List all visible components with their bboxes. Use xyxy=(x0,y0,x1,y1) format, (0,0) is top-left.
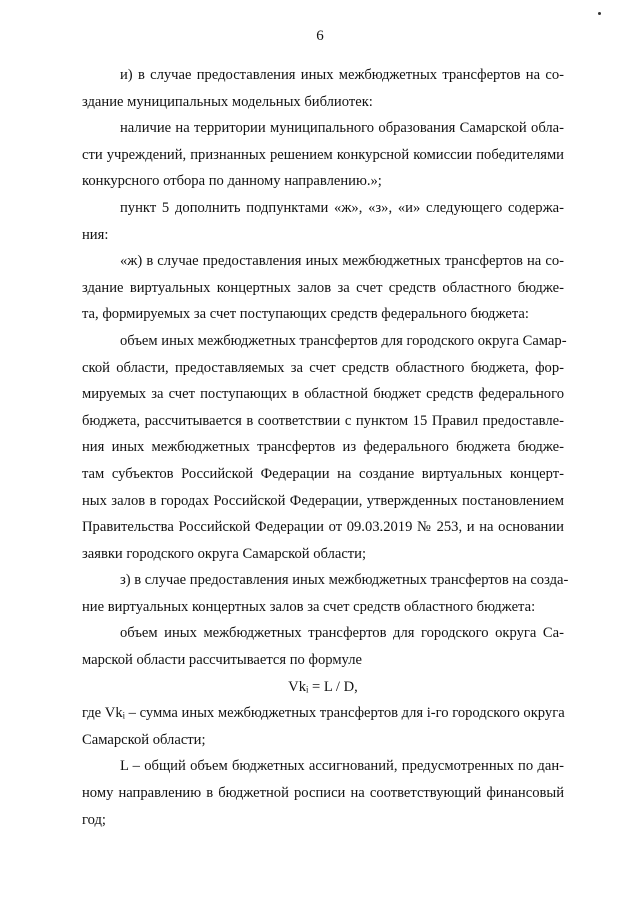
text-line: мируемых за счет поступающих в областной бюджет средств федерального xyxy=(82,386,564,403)
text-line: ния иных межбюджетных трансфертов из федерального бюджета бюдже- xyxy=(82,439,564,456)
text-line: здание виртуальных концертных залов за счет средств областного бюдже- xyxy=(82,279,564,296)
text-line: «ж) в случае предоставления иных межбюджетных трансфертов на со- xyxy=(120,253,564,270)
text-line: Правительства Российской Федерации от 09.03.2019 № 253, и на основании xyxy=(82,519,564,536)
page-number: 6 xyxy=(316,28,324,44)
paragraph-p2 xyxy=(82,115,564,195)
paragraph-p7 xyxy=(82,620,564,673)
text-line: где Vkᵢ – сумма иных межбюджетных трансфертов для i-го городского округа xyxy=(82,705,565,722)
text-line: там субъектов Российской Федерации на создание виртуальных концерт- xyxy=(82,465,564,482)
text-line: год; xyxy=(82,811,106,828)
scan-speck xyxy=(598,12,601,15)
paragraph-p5 xyxy=(82,328,567,567)
text-line: заявки городского округа Самарской области; xyxy=(82,545,367,562)
paragraph-p8 xyxy=(82,700,564,753)
text-line: ской области, предоставляемых за счет средств областного бюджета, фор- xyxy=(82,359,564,376)
text-line: Самарской области; xyxy=(82,731,206,748)
text-line: ние виртуальных концертных залов за счет средств областного бюджета: xyxy=(82,598,536,615)
text-line: наличие на территории муниципального образования Самарской обла- xyxy=(120,120,564,137)
text-line: L – общий объем бюджетных ассигнований, предусмотренных по дан- xyxy=(120,758,564,775)
text-line: Vkᵢ = L / D, xyxy=(288,678,358,695)
text-line: объем иных межбюджетных трансфертов для городского округа Са- xyxy=(120,625,564,642)
paragraph-p9 xyxy=(82,753,564,833)
text-line: здание муниципальных модельных библиотек: xyxy=(82,93,373,110)
paragraph-p3 xyxy=(82,195,564,248)
text-line: ных залов в городах Российской Федерации, утвержденных постановлением xyxy=(82,492,564,509)
text-line: сти учреждений, признанных решением конкурсной комиссии победителями xyxy=(82,146,564,163)
text-line: пункт 5 дополнить подпунктами «ж», «з», «и» следующего содержа- xyxy=(120,199,564,216)
text-line: ния: xyxy=(82,226,109,243)
text-line: объем иных межбюджетных трансфертов для городского округа Самар- xyxy=(120,332,567,349)
text-line: марской области рассчитывается по формуле xyxy=(82,652,362,669)
formula xyxy=(82,674,564,701)
text-line: ному направлению в бюджетной росписи на соответствующий финансовый xyxy=(82,785,564,802)
paragraph-p6 xyxy=(82,567,569,620)
text-line: та, формируемых за счет поступающих средств федерального бюджета: xyxy=(82,306,529,323)
text-line: з) в случае предоставления иных межбюджетных трансфертов на созда- xyxy=(120,572,569,589)
text-line: и) в случае предоставления иных межбюджетных трансфертов на со- xyxy=(120,67,564,83)
document-body xyxy=(82,62,569,833)
paragraph-p1 xyxy=(82,62,564,115)
paragraph-p4 xyxy=(82,248,564,328)
text-line: конкурсного отбора по данному направлению.»; xyxy=(82,173,382,190)
text-line: бюджета, рассчитывается в соответствии с пунктом 15 Правил предоставле- xyxy=(82,412,564,429)
